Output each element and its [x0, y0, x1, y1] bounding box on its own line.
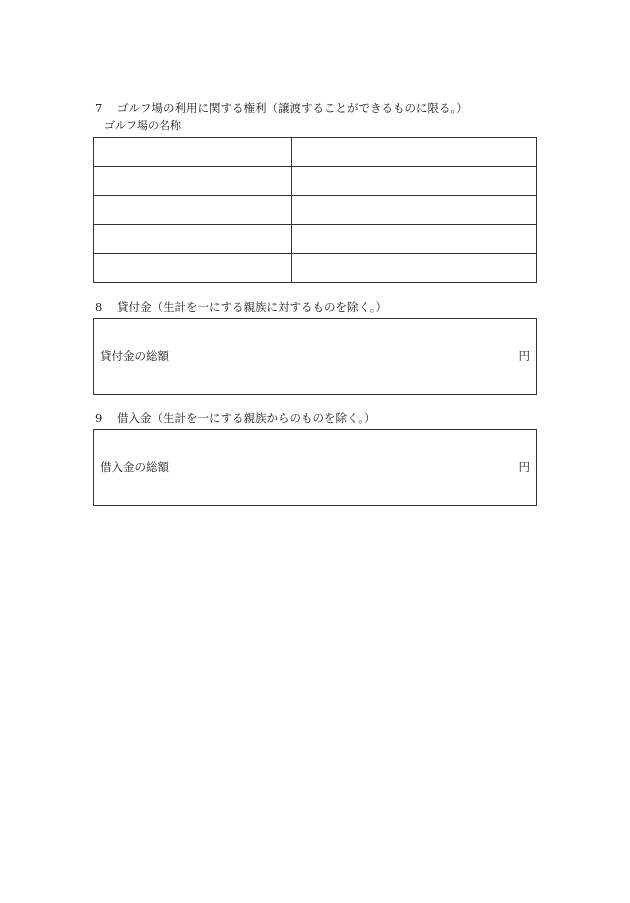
golf-course-name-label: ゴルフ場の名称: [104, 119, 181, 132]
golf-course-value-cell[interactable]: [291, 225, 536, 254]
yen-unit: 円: [518, 460, 530, 474]
section-7-heading: [95, 101, 468, 115]
section-9-number: 9: [95, 411, 103, 425]
section-8-heading: [95, 300, 387, 314]
section-7-title: ゴルフ場の利用に関する権利（譲渡することができるものに限る。）: [117, 101, 468, 115]
borrowings-total-label: 借入金の総額: [100, 460, 169, 474]
table-row: [94, 254, 537, 283]
golf-course-value-cell[interactable]: [291, 138, 536, 167]
golf-course-table: [93, 137, 537, 283]
section-8-title: 貸付金（生計を一にする親族に対するものを除く。）: [117, 300, 388, 314]
golf-course-name-cell[interactable]: [94, 225, 292, 254]
section-9-heading: [95, 411, 376, 425]
golf-course-value-cell[interactable]: [291, 196, 536, 225]
section-7-number: 7: [95, 101, 103, 115]
table-row: [94, 225, 537, 254]
golf-course-name-cell[interactable]: [94, 138, 292, 167]
section-9-title: 借入金（生計を一にする親族からのものを除く。）: [117, 411, 376, 425]
golf-course-name-cell[interactable]: [94, 167, 292, 196]
table-row: [94, 138, 537, 167]
yen-unit: 円: [518, 349, 530, 363]
section-8-number: 8: [95, 300, 103, 314]
table-row: [94, 167, 537, 196]
golf-course-value-cell[interactable]: [291, 254, 536, 283]
golf-course-name-cell[interactable]: [94, 196, 292, 225]
borrowings-box[interactable]: [93, 429, 537, 506]
golf-course-name-cell[interactable]: [94, 254, 292, 283]
golf-course-value-cell[interactable]: [291, 167, 536, 196]
table-row: [94, 196, 537, 225]
loans-receivable-box[interactable]: [93, 318, 537, 395]
loans-receivable-total-label: 貸付金の総額: [100, 349, 169, 363]
